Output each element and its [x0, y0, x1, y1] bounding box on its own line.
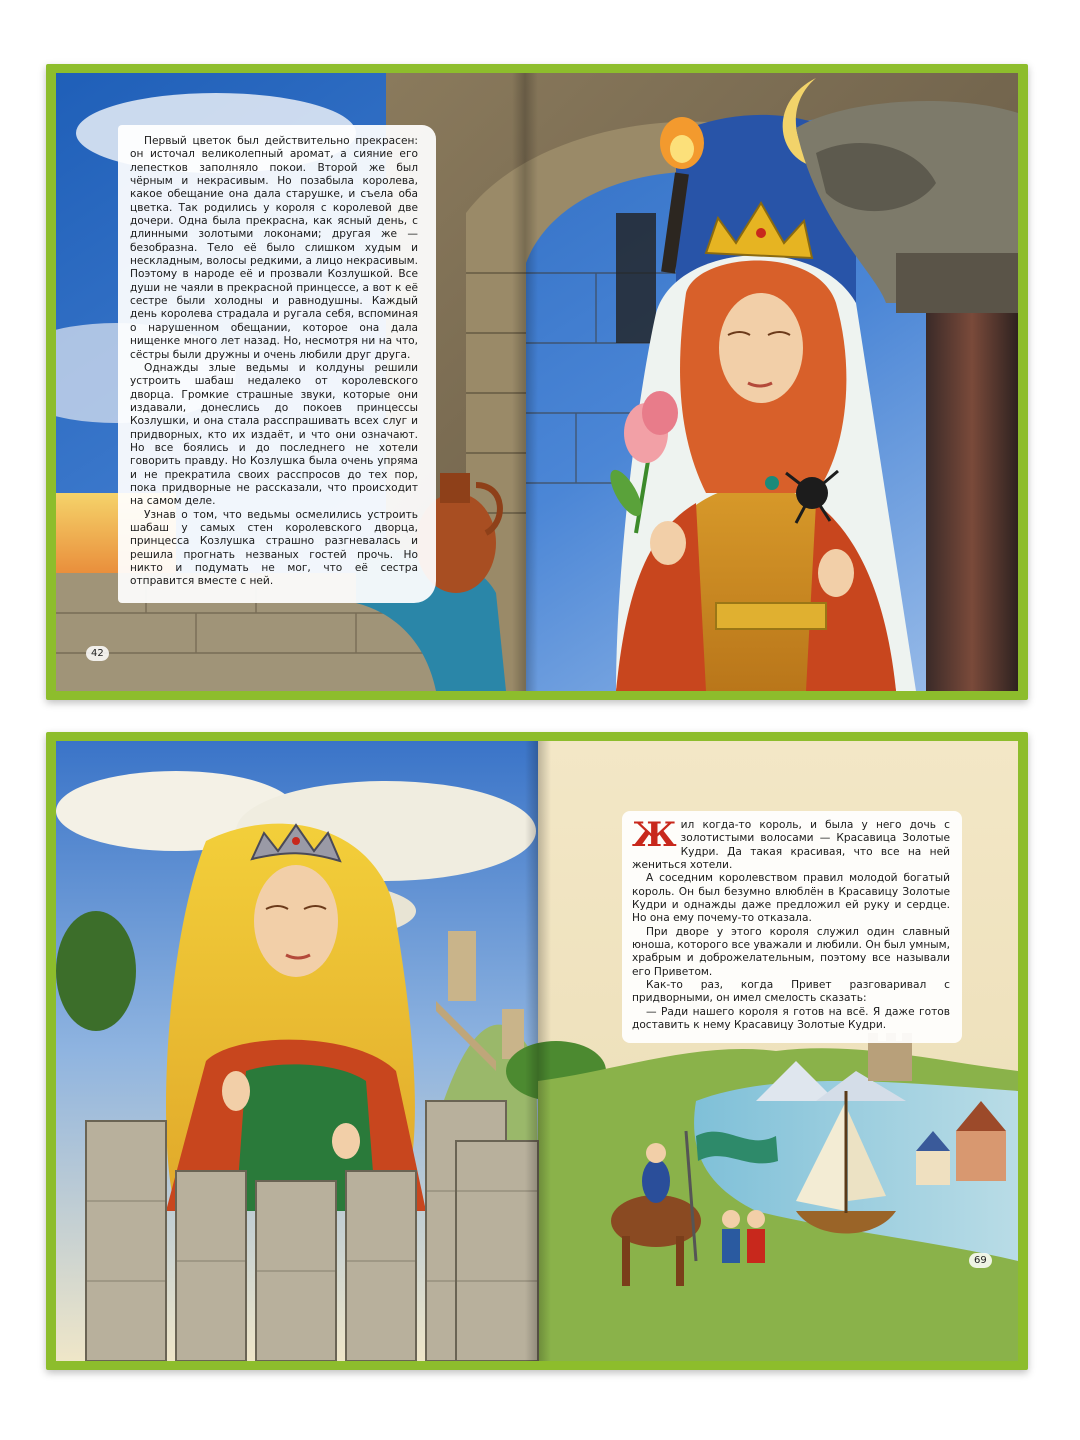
story-paragraph: Узнав о том, что ведьмы осмелились устроить шабаш у самых стен королевского дворца, принцесса Козлушка страшно разгневалась и решила прогнать незваных гостей прочь. Но никто и подумать не мог, что её сестра отправится вместе с ней. [130, 508, 418, 588]
story-text-block [622, 811, 962, 1043]
story-paragraph: А соседним королевством правил молодой богатый король. Он был безумно влюблён в Красавицу Золотые Кудри и однажды даже предложил ей руку и сердце. Но она ему почему-то отказала. [632, 872, 950, 925]
book-fold [512, 73, 538, 691]
story-paragraph: Как-то раз, когда Привет разговаривал с придворными, он имел смелость сказать: [632, 979, 950, 1005]
book-spread-top [46, 64, 1028, 700]
story-text-block [118, 125, 436, 603]
page-number: 42 [86, 646, 109, 661]
story-paragraph: Однажды злые ведьмы и колдуны решили устроить шабаш недалеко от королевского дворца. Громкие страшные звуки, которые они издавали, донеслись до покоев принцессы Козлушки, и она стала расспрашивать всех слуг и придворных, кто их издаёт, и что они означают. Но все боялись и до последнего не хотели говорить правду. Но Козлушка была очень упряма и не прекратила своих расспросов до тех пор, пока придворные не рассказали, что происходит на самом деле. [130, 361, 418, 508]
page-area-bottom [56, 741, 1018, 1361]
page-number: 69 [969, 1253, 992, 1268]
story-first-paragraph [632, 815, 950, 872]
book-spread-bottom [46, 732, 1028, 1370]
page-area-top [56, 73, 1018, 691]
drop-cap-letter: Ж [632, 815, 677, 855]
story-paragraph: Первый цветок был действительно прекрасен: он источал великолепный аромат, а сияние его лепестков заполняло покои. Второй же был чёрным и некрасивым. Но позабыла королева, какое обещание она дала старушке, и съела оба цветка. Так родились у короля с королевой две дочери. Одна была прекрасна, как ясный день, с длинными золотыми локонами; другая же — безобразна. Тело её было слишком худым и нескладным, волосы редкими, а лицо некрасивым. Поэтому в народе её и прозвали Козлушкой. Все души не чаяли в прекрасной принцессе, а вот к её сестре были холодны и равнодушны. Каждый день королева страдала и ругала себя, вспоминая о нарушенном обещании, которое она дала нищенке много лет назад. Но, несмотря ни на что, сёстры были дружны и очень любили друг друга. [130, 135, 418, 361]
story-paragraph: При дворе у этого короля служил один славный юноша, которого все уважали и любили. Он был умным, храбрым и доброжелательным, поэтому все называли его Приветом. [632, 925, 950, 978]
first-paragraph-text: ил когда-то король, и была у него дочь с золотистыми волосами — Красавица Золотые Кудри. Да такая красивая, что все на ней жениться хотели. [632, 819, 950, 872]
story-paragraph: — Ради нашего короля я готов на всё. Я даже готов доставить к нему Красавицу Золотые Кудри. [632, 1005, 950, 1032]
book-fold [525, 741, 551, 1361]
